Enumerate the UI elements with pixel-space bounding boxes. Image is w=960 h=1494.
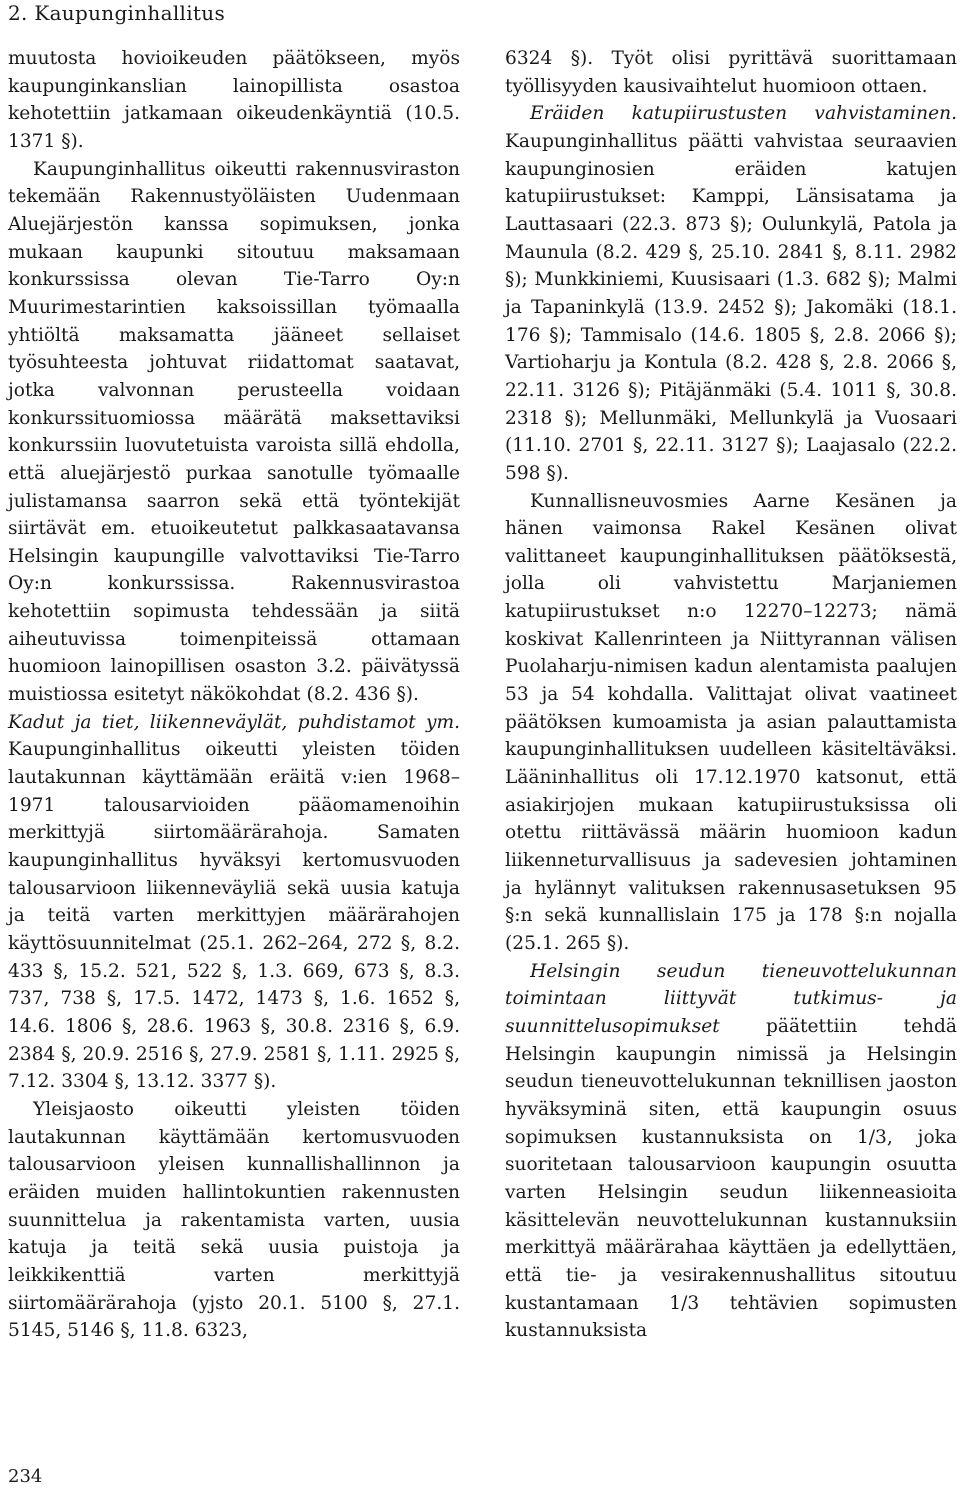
paragraph-text: Kunnallisneuvosmies Aarne Kesänen ja hänen vaimonsa Rakel Kesänen olivat valittaneet kaupunginhallituksen päätöksestä, jolla oli vahvistettu Marjaniemen katupiirustukset n:o 12270–12273; nämä koskivat Kallenrinteen ja Niittyrannan välisen Puolaharju-nimisen kadun alentamista paalujen 53 ja 54 kohdalla. Valittajat olivat vaatineet päätöksen kumoamista ja asian palauttamista kaupunginhallituksen uudelleen käsiteltäväksi. Lääninhallitus oli 17.12.1970 katsonut, että asiakirjojen mukaan katupiirustuksissa oli otettu riittävässä määrin huomioon kadun liikenneturvallisuus ja sadevesien johtaminen ja hylännyt valituksen rakennusasetuksen 95 §:n sekä kunnallislain 175 ja 178 §:n nojalla (25.1. 265 §). [505, 490, 957, 954]
paragraph [8, 1096, 460, 1345]
running-header: 2. Kaupunginhallitus [8, 1, 226, 25]
paragraph-text: 6324 §). Työt olisi pyrittävä suorittamaan työllisyyden kausivaihtelut huomioon ottaen. [505, 48, 957, 97]
paragraph-text: päätettiin tehdä Helsingin kaupungin nimissä ja Helsingin seudun tieneuvottelukunnan teknillisen jaoston hyväksyminä siten, että kaupungin osuus sopimuksen kustannuksista on 1/3, joka suoritetaan talousarvioon kaupungin osuutta varten Helsingin seudun liikenneasioita käsittelevän neuvottelukunnan kustannuksiin merkittyä määrärahaa käyttäen ja edellyttäen, että tie- ja vesirakennushallitus sitoutuu kustantamaan 1/3 tehtävien sopimusten kustannuksista [505, 1015, 957, 1342]
paragraph [505, 45, 957, 100]
section-heading: Eräiden katupiirustusten vahvistaminen. [530, 103, 957, 125]
left-column [8, 45, 460, 1345]
section-heading: Helsingin seudun tieneuvottelukunnan toimintaan liittyvät tutkimus- ja suunnittelusopimukset [505, 960, 957, 1037]
page-number: 234 [8, 1466, 43, 1487]
section-heading: Kadut ja tiet, liikenneväylät, puhdistamot ym. [8, 711, 460, 733]
paragraph-text: muutosta hovioikeuden päätökseen, myös kaupunginkanslian lainopillista osastoa kehotettiin jatkamaan oikeudenkäyntiä (10.5. 1371 §). [8, 48, 460, 152]
paragraph-text: Yleisjaosto oikeutti yleisten töiden lautakunnan käyttämään kertomusvuoden talousarvioon yleisen kunnallishallinnon ja eräiden muiden hallintokuntien rakennusten suunnittelua ja rakentamista varten, uusia katuja ja teitä sekä uusia puistoja ja leikkikenttiä varten merkittyjä siirtomäärärahoja (yjsto 20.1. 5100 §, 27.1. 5145, 5146 §, 11.8. 6323, [8, 1098, 460, 1342]
paragraph [8, 156, 460, 709]
paragraph [8, 709, 460, 1096]
paragraph [8, 45, 460, 156]
paragraph [505, 488, 957, 958]
paragraph-text: Kaupunginhallitus oikeutti rakennusviraston tekemään Rakennustyöläisten Uudenmaan Aluejärjestön kanssa sopimuksen, jonka mukaan kaupunki sitoutuu maksamaan konkurssissa olevan Tie-Tarro Oy:n Muurimestarintien kaksoissillan työmaalla yhtiöltä maksamatta jääneet sellaiset työsuhteesta johtuvat riidattomat saatavat, jotka valvonnan perusteella voidaan konkurssituomiossa määrätä maksettaviksi konkurssiin luovutetuista varoista sillä ehdolla, että aluejärjestö purkaa sanotulle työmaalle julistamansa saarron sekä että työntekijät siirtävät em. etuoikeutetut palkkasaatavansa Helsingin kaupungille valvottaviksi Tie-Tarro Oy:n konkurssissa. Rakennusvirastoa kehotettiin sopimusta tehdessään ja siitä aiheutuvissa toimenpiteissä ottamaan huomioon lainopillisen osaston 3.2. päivätyssä muistiossa esitetyt näkökohdat (8.2. 436 §). [8, 158, 460, 706]
paragraph [505, 100, 957, 487]
paragraph [505, 958, 957, 1345]
paragraph-text: Kaupunginhallitus päätti vahvistaa seuraavien kaupunginosien eräiden katujen katupiirustukset: Kamppi, Länsisatama ja Lauttasaari (22.3. 873 §); Oulunkylä, Patola ja Maunula (8.2. 429 §, 25.10. 2841 §, 8.11. 2982 §); Munkkiniemi, Kuusisaari (1.3. 682 §); Malmi ja Tapaninkylä (13.9. 2452 §); Jakomäki (18.1. 176 §); Tammisalo (14.6. 1805 §, 2.8. 2066 §); Vartioharju ja Kontula (8.2. 428 §, 2.8. 2066 §, 22.11. 3126 §); Pitäjänmäki (5.4. 1011 §, 30.8. 2318 §); Mellunmäki, Mellunkylä ja Vuosaari (11.10. 2701 §, 22.11. 3127 §); Laajasalo (22.2. 598 §). [505, 130, 957, 484]
paragraph-text: Kaupunginhallitus oikeutti yleisten töiden lautakunnan käyttämään eräitä v:ien 1968–1971 talousarvioiden pääomamenoihin merkittyjä siirtomäärärahoja. Samaten kaupunginhallitus hyväksyi kertomusvuoden talousarvioon liikenneväyliä sekä uusia katuja ja teitä varten merkittyjen määrärahojen käyttösuunnitelmat (25.1. 262–264, 272 §, 8.2. 433 §, 15.2. 521, 522 §, 1.3. 669, 673 §, 8.3. 737, 738 §, 17.5. 1472, 1473 §, 1.6. 1652 §, 14.6. 1806 §, 28.6. 1963 §, 30.8. 2316 §, 6.9. 2384 §, 20.9. 2516 §, 27.9. 2581 §, 1.11. 2925 §, 7.12. 3304 §, 13.12. 3377 §). [8, 739, 460, 1093]
right-column [505, 45, 957, 1345]
